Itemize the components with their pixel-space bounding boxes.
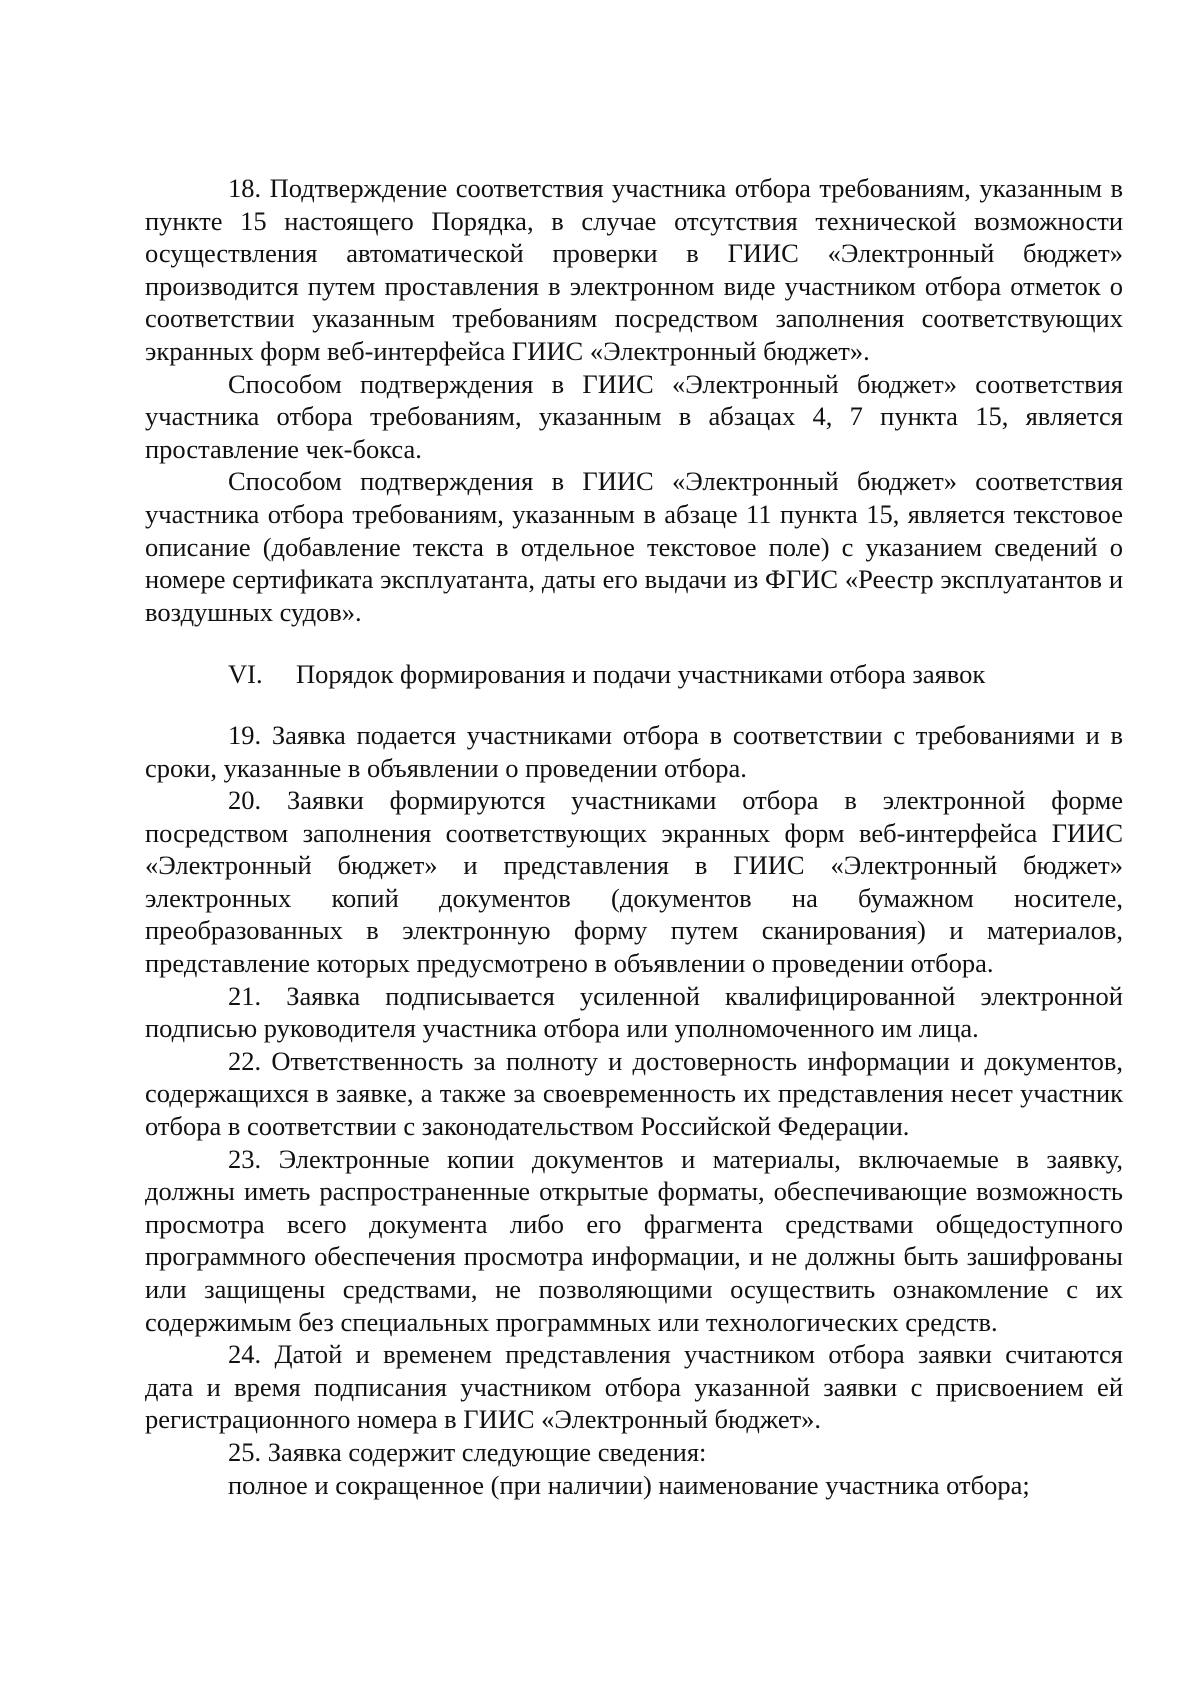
document-page xyxy=(145,172,1123,1501)
paragraph-19: 19. Заявка подается участниками отбора в соответствии с требованиями и в сроки, указанные в объявлении о проведении отбора. xyxy=(145,719,1123,783)
section-number: VI. xyxy=(228,659,263,690)
paragraph-24: 24. Датой и временем представления участником отбора заявки считаются дата и время подписания участником отбора указанной заявки с присвоением ей регистрационного номера в ГИИС «Электронный бюджет». xyxy=(145,1339,1123,1435)
paragraph-22: 22. Ответственность за полноту и достоверность информации и документов, содержащихся в заявке, а также за своевременность их представления несет участник отбора в соответствии с законодательством Российской Федерации. xyxy=(145,1045,1123,1142)
section-title: Порядок формирования и подачи участниками отбора заявок xyxy=(296,659,986,690)
paragraph-18: 18. Подтверждение соответствия участника отбора требованиям, указанным в пункте 15 настоящего Порядка, в случае отсутствия технической возможности осуществления автоматической проверки в ГИИС «Электронный бюджет» производится путем проставления в электронном виде участником отбора отметок о соответствии указанным требованиям посредством заполнения соответствующих экранных форм веб-интерфейса ГИИС «Электронный бюджет». xyxy=(145,173,1123,366)
paragraph-18-checkbox-method: Способом подтверждения в ГИИС «Электронный бюджет» соответствия участника отбора требованиям, указанным в абзацах 4, 7 пункта 15, является проставление чек-бокса. xyxy=(145,368,1123,464)
paragraph-20: 20. Заявки формируются участниками отбора в электронной форме посредством заполнения соответствующих экранных форм веб-интерфейса ГИИС «Электронный бюджет» и представления в ГИИС «Электронный бюджет» электронных копий документов (документов на бумажном носителе, преобразованных в электронную форму путем сканирования) и материалов, представление которых предусмотрено в объявлении о проведении отбора. xyxy=(145,785,1123,979)
paragraph-18-text-method: Способом подтверждения в ГИИС «Электронный бюджет» соответствия участника отбора требованиям, указанным в абзаце 11 пункта 15, является текстовое описание (добавление текста в отдельное текстовое поле) с указанием сведений о номере сертификата эксплуатанта, даты его выдачи из ФГИС «Реестр эксплуатантов и воздушных судов». xyxy=(145,466,1123,627)
paragraph-25-item-name: полное и сокращенное (при наличии) наименование участника отбора; xyxy=(228,1469,1030,1500)
paragraph-21: 21. Заявка подписывается усиленной квалифицированной электронной подписью руководителя участника отбора или уполномоченного им лица. xyxy=(145,980,1123,1044)
section-heading xyxy=(145,658,1123,691)
paragraph-23: 23. Электронные копии документов и материалы, включаемые в заявку, должны иметь распространенные открытые форматы, обеспечивающие возможность просмотра всего документа либо его фрагмента средствами общедоступного программного обеспечения просмотра информации, и не должны быть зашифрованы или защищены средствами, не позволяющими осуществить ознакомление с их содержимым без специальных программных или технологических средств. xyxy=(145,1143,1123,1337)
paragraph-25: 25. Заявка содержит следующие сведения: xyxy=(228,1436,707,1467)
